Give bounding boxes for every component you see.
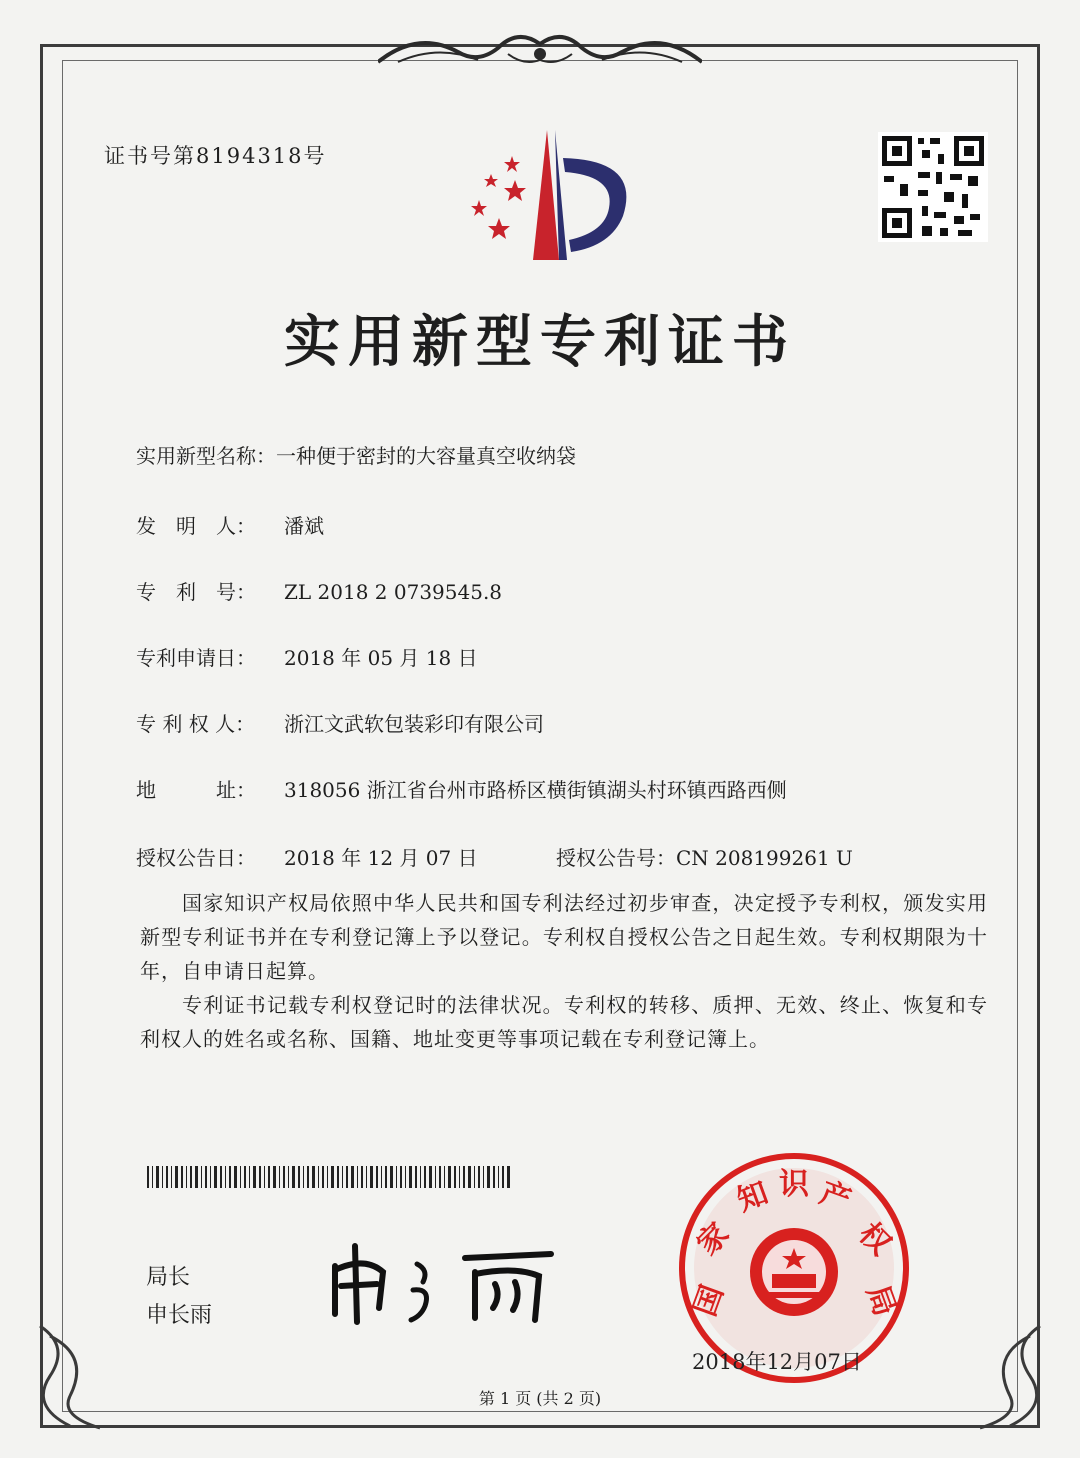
patent-office-emblem-icon <box>455 120 655 270</box>
seal-date: 2018年12月07日 <box>692 1350 862 1374</box>
field-patentee <box>136 708 544 737</box>
svg-text:国: 国 <box>687 1280 731 1321</box>
field-utility-model-name-label: 实用新型名称： <box>136 444 276 468</box>
field-application-date <box>136 642 478 671</box>
field-inventor-value: 潘斌 <box>284 514 324 538</box>
svg-text:权: 权 <box>851 1216 898 1263</box>
field-inventor-label: 发 明 人： <box>136 514 256 538</box>
top-ornament-icon <box>378 24 702 72</box>
svg-text:家: 家 <box>690 1216 737 1263</box>
field-address-value: 318056 浙江省台州市路桥区横街镇湖头村环镇西路西侧 <box>284 778 787 802</box>
qr-code-icon <box>878 132 988 242</box>
field-announcement-number-label: 授权公告号： <box>556 846 676 870</box>
certificate-number: 证书号第8194318号 <box>104 144 327 168</box>
svg-text:局: 局 <box>859 1280 903 1321</box>
field-address <box>136 774 787 803</box>
director-signature-icon <box>325 1236 565 1326</box>
field-grant-date-value: 2018 年 12 月 07 日 <box>284 846 478 870</box>
svg-text:产: 产 <box>815 1175 856 1219</box>
field-patentee-value: 浙江文武软包装彩印有限公司 <box>284 712 544 736</box>
field-address-label: 地 址： <box>136 778 256 802</box>
barcode-icon <box>147 1166 511 1188</box>
field-patentee-label: 专 利 权 人： <box>136 712 256 736</box>
field-announcement-number-value: CN 208199261 U <box>676 846 853 870</box>
field-utility-model-name-value: 一种便于密封的大容量真空收纳袋 <box>276 444 576 468</box>
certificate-title: 实用新型专利证书 <box>284 310 796 375</box>
grant-statement-paragraph: 国家知识产权局依照中华人民共和国专利法经过初步审查，决定授予专利权，颁发实用新型专利证书并在专利登记簿上予以登记。专利权自授权公告之日起生效。专利权期限为十年，自申请日起算。 <box>140 891 988 983</box>
field-grant-date <box>136 842 478 871</box>
field-announcement-number <box>556 842 853 871</box>
director-title: 局长 <box>146 1265 191 1290</box>
field-application-date-value: 2018 年 05 月 18 日 <box>284 646 478 670</box>
svg-text:识: 识 <box>779 1167 809 1202</box>
field-grant-date-label: 授权公告日： <box>136 846 256 870</box>
director-name: 申长雨 <box>146 1303 213 1328</box>
field-application-date-label: 专利申请日： <box>136 646 256 670</box>
legal-status-paragraph: 专利证书记载专利权登记时的法律状况。专利权的转移、质押、无效、终止、恢复和专利权人的姓名或名称、国籍、地址变更等事项记载在专利登记簿上。 <box>140 993 988 1051</box>
corner-ornament-bottom-right-icon <box>964 1316 1050 1436</box>
field-patent-number-label: 专 利 号： <box>136 580 256 604</box>
page-number: 第 1 页 (共 2 页) <box>478 1389 602 1408</box>
field-utility-model-name <box>136 440 576 469</box>
field-inventor <box>136 510 324 539</box>
field-patent-number <box>136 576 502 605</box>
field-patent-number-value: ZL 2018 2 0739545.8 <box>284 580 503 604</box>
corner-ornament-bottom-left-icon <box>30 1316 116 1436</box>
svg-text:知: 知 <box>732 1175 773 1219</box>
